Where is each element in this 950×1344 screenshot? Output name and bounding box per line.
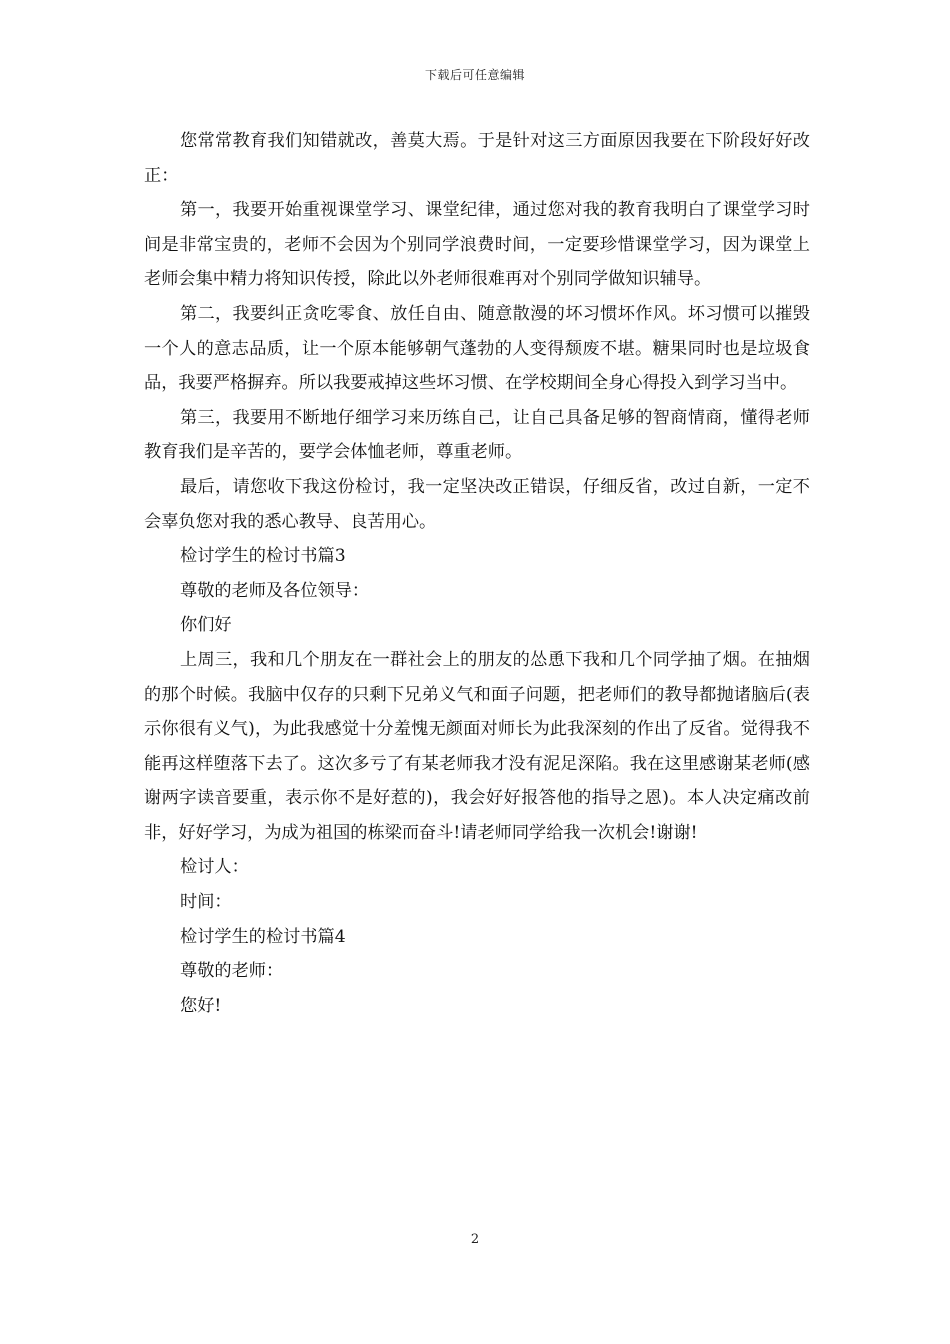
document-body xyxy=(144,124,810,1023)
paragraph-first-point: 第一，我要开始重视课堂学习、课堂纪律，通过您对我的教育我明白了课堂学习时间是非常宝贵的，老师不会因为个别同学浪费时间，一定要珍惜课堂学习，因为课堂上老师会集中精力将知识传授，除此以外老师很难再对个别同学做知识辅导。 xyxy=(144,200,810,290)
greeting-hello: 您好! xyxy=(180,995,222,1016)
paragraph-smoking-incident: 上周三，我和几个朋友在一群社会上的朋友的怂恿下我和几个同学抽了烟。在抽烟的那个时候。我脑中仅存的只剩下兄弟义气和面子问题，把老师们的教导都抛诸脑后(表示你很有义气)，为此我感觉十分羞愧无颜面对师长为此我深刻的作出了反省。觉得我不能再这样堕落下去了。这次多亏了有某老师我才没有泥足深陷。我在这里感谢某老师(感谢两字读音要重，表示你不是好惹的)，我会好好报答他的指导之恩)。本人决定痛改前非，好好学习，为成为祖国的栋梁而奋斗!请老师同学给我一次机会!谢谢! xyxy=(144,649,810,843)
paragraph-third-point: 第三，我要用不断地仔细学习来历练自己，让自己具备足够的智商情商，懂得老师教育我们是辛苦的，要学会体恤老师，尊重老师。 xyxy=(144,407,810,463)
greeting-hello-all: 你们好 xyxy=(180,615,232,636)
paragraph-conclusion: 最后，请您收下我这份检讨，我一定坚决改正错误，仔细反省，改过自新，一定不会辜负您对我的悉心教导、良苦用心。 xyxy=(144,476,810,532)
paragraph-second-point: 第二，我要纠正贪吃零食、放任自由、随意散漫的坏习惯坏作风。坏习惯可以摧毁一个人的意志品质，让一个原本能够朝气蓬勃的人变得颓废不堪。糖果同时也是垃圾食品，我要严格摒弃。所以我要戒掉这些坏习惯、在学校期间全身心得投入到学习当中。 xyxy=(144,303,810,394)
signature-date-label: 时间： xyxy=(180,892,232,913)
salutation-teachers-leaders: 尊敬的老师及各位领导： xyxy=(180,580,370,601)
page-header: 下载后可任意编辑 xyxy=(424,68,525,82)
salutation-teacher: 尊敬的老师： xyxy=(180,961,284,982)
page-number: 2 xyxy=(470,1232,480,1247)
paragraph-resolution-intro: 您常常教育我们知错就改，善莫大焉。于是针对这三方面原因我要在下阶段好好改正： xyxy=(144,131,810,186)
signature-author-label: 检讨人： xyxy=(180,857,249,878)
section-title-4: 检讨学生的检讨书篇4 xyxy=(180,926,346,947)
section-title-3: 检讨学生的检讨书篇3 xyxy=(180,546,346,567)
